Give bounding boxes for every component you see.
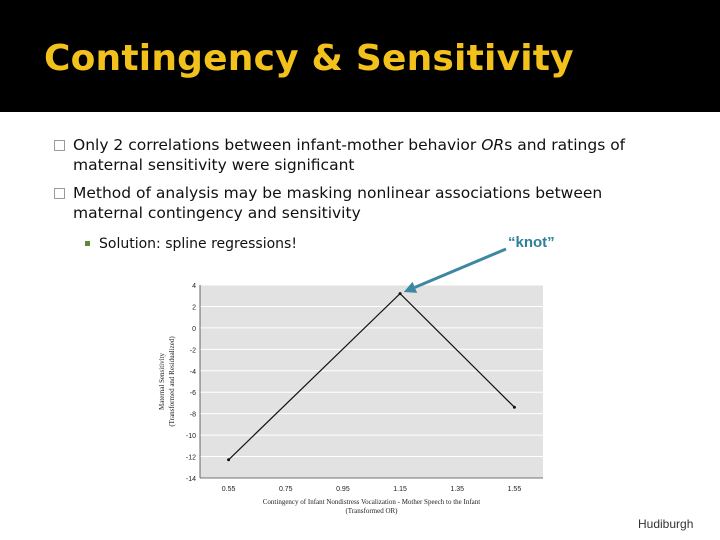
bullet-checkbox-icon [54,188,65,199]
data-point [227,458,230,461]
x-tick-label: 0.95 [336,486,350,493]
bullet-2-text-b: maternal contingency and sensitivity [73,204,361,222]
data-point [513,406,516,409]
x-axis-label: Contingency of Infant Nondistress Vocalization - Mother Speech to the Infant [262,498,481,506]
chart [150,270,550,520]
bullet-1-text-a: Only 2 correlations between infant-mother behavior [73,136,482,154]
title-bar [0,0,720,112]
bullet-2 [73,183,693,223]
bullet-1-italic: OR [481,136,505,154]
x-tick-label: 1.55 [507,486,522,493]
bullet-1-text-c: maternal sensitivity were significant [73,156,355,174]
slide-title: Contingency & Sensitivity [44,38,574,79]
bullet-2-text-a: Method of analysis may be masking nonlinear associations between [73,184,603,202]
x-axis-label-unit: (Transformed OR) [345,507,398,515]
bullet-1-text-b: s and ratings of [504,136,626,154]
y-axis-label: Maternal Sensitivity [158,353,166,410]
x-tick-label: 0.75 [278,486,293,493]
y-tick-label: -10 [185,433,196,441]
y-tick-label: -2 [189,347,196,355]
y-axis-label-unit: (Transformed and Residualized) [168,336,176,427]
bullet-1 [73,135,693,175]
sub-bullet-square-icon [85,241,90,246]
y-tick-label: 0 [192,325,196,333]
y-tick-label: 4 [192,283,196,290]
y-tick-label: 2 [192,304,196,312]
data-point [399,292,402,295]
chart-svg [150,270,550,520]
y-tick-label: -8 [189,411,196,419]
bullet-checkbox-icon [54,140,65,151]
x-tick-label: 1.15 [393,486,407,493]
credit-text: Hudiburgh [638,517,694,531]
knot-label: “knot” [508,234,555,251]
sub-bullet: Solution: spline regressions! [99,236,297,252]
y-tick-label: -12 [185,454,196,462]
x-tick-label: 1.35 [450,486,465,493]
y-tick-label: -6 [189,390,196,398]
plot-area [200,285,543,478]
y-tick-label: -4 [189,368,196,376]
x-tick-label: 0.55 [221,486,236,493]
y-tick-label: -14 [185,476,196,483]
